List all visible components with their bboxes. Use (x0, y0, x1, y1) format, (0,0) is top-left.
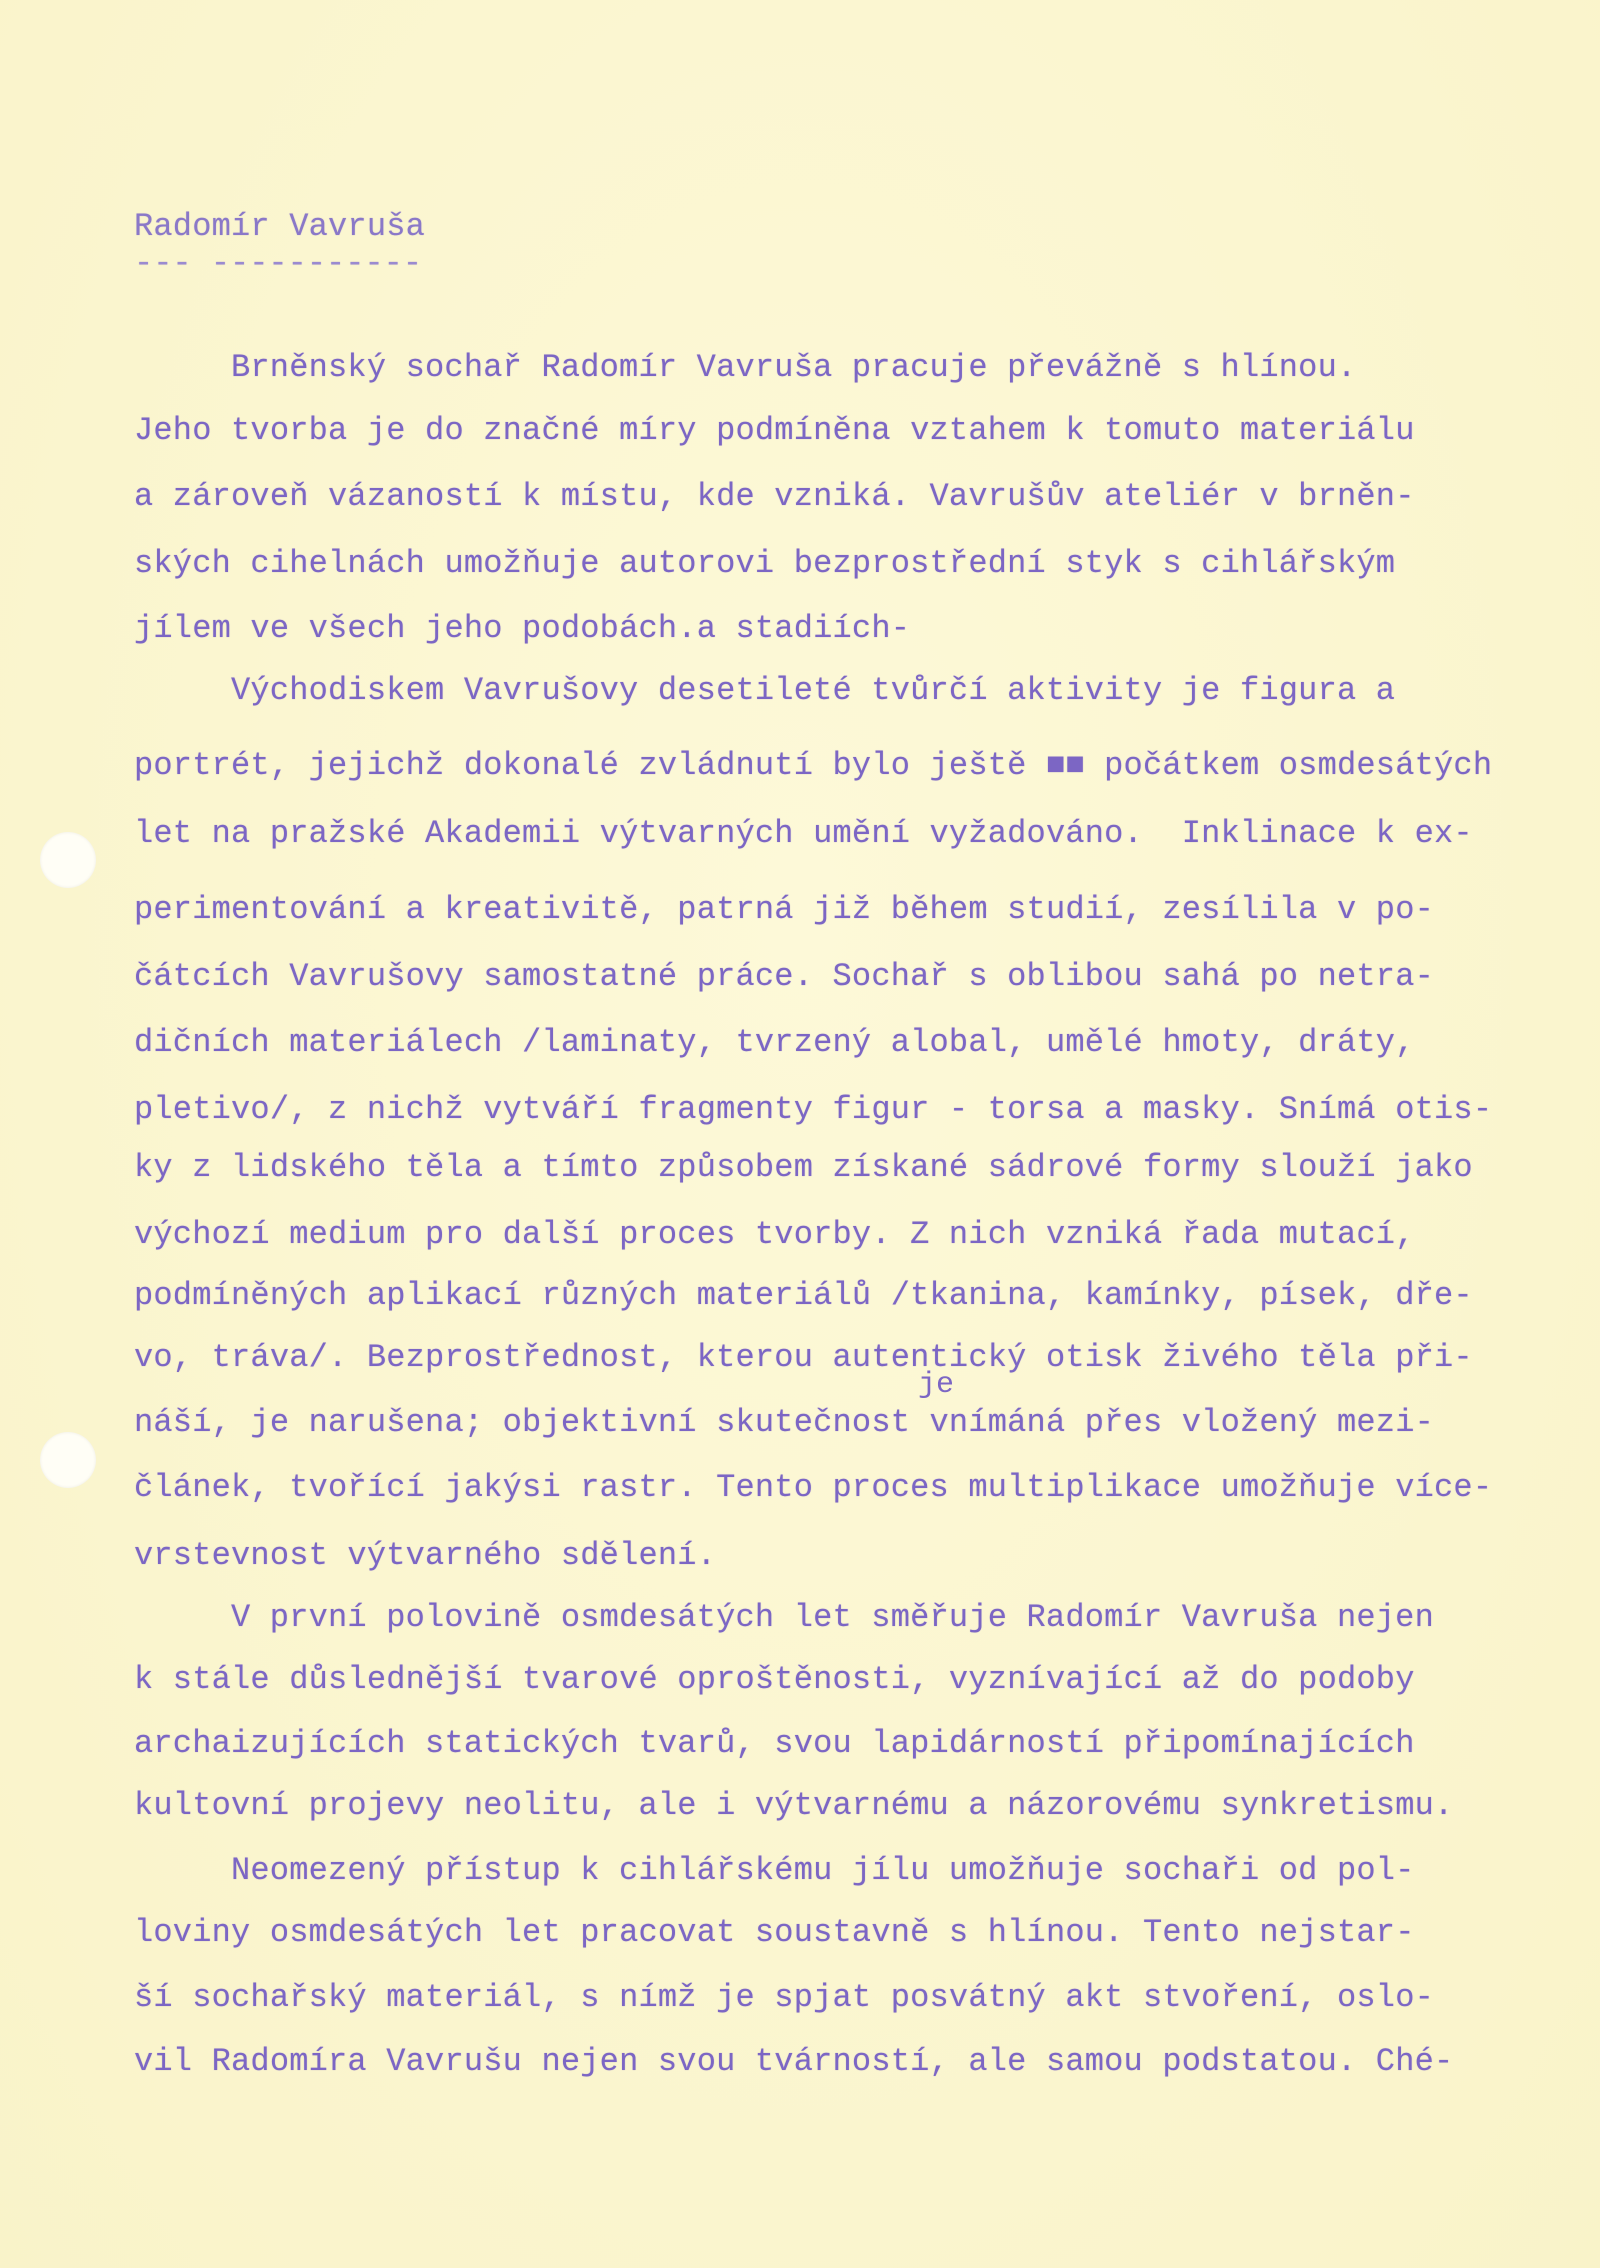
text-line: výchozí medium pro další proces tvorby. Z nich vzniká řada mutací, (134, 1216, 1415, 1253)
text-line: let na pražské Akademii výtvarných umění vyžadováno. Inklinace k ex- (134, 815, 1473, 852)
text-line: loviny osmdesátých let pracovat soustavně s hlínou. Tento nejstar- (134, 1914, 1415, 1951)
text-line: článek, tvořící jakýsi rastr. Tento proces multiplikace umožňuje více- (134, 1469, 1493, 1506)
text-line: vo, tráva/. Bezprostřednost, kterou autentický otisk živého těla při- (134, 1339, 1473, 1376)
text-line: Neomezený přístup k cihlářskému jílu umožňuje sochaři od pol- (231, 1852, 1415, 1889)
punch-hole (40, 832, 96, 888)
text-line: a zároveň vázaností k místu, kde vzniká. Vavrušův ateliér v brněn- (134, 478, 1415, 515)
text-line: k stále důslednější tvarové oproštěnosti, vyznívající až do podoby (134, 1661, 1415, 1698)
text-line: V první polovině osmdesátých let směřuje Radomír Vavruša nejen (231, 1599, 1434, 1636)
text-line: archaizujících statických tvarů, svou lapidárností připomínajících (134, 1725, 1415, 1762)
text-line: perimentování a kreativitě, patrná již během studií, zesílila v po- (134, 891, 1435, 928)
text-line: náší, je narušena; objektivní skutečnost vnímáná přes vložený mezi- (134, 1404, 1435, 1441)
text-line: jílem ve všech jeho podobách.a stadiích- (134, 610, 911, 647)
text-line: pletivo/, z nichž vytváří fragmenty figur - torsa a masky. Snímá otis- (134, 1091, 1493, 1128)
text-line: podmíněných aplikací různých materiálů /tkanina, kamínky, písek, dře- (134, 1277, 1473, 1314)
document-title: Radomír Vavruša (134, 208, 426, 245)
text-line: vrstevnost výtvarného sdělení. (134, 1537, 717, 1574)
text-line: Východiskem Vavrušovy desetileté tvůrčí aktivity je figura a (231, 672, 1396, 709)
text-line: čátcích Vavrušovy samostatné práce. Sochař s oblibou sahá po netra- (134, 958, 1435, 995)
interlinear-insertion: je (918, 1368, 955, 1402)
text-line: kultovní projevy neolitu, ale i výtvarnému a názorovému synkretismu. (134, 1787, 1454, 1824)
text-line: portrét, jejichž dokonalé zvládnutí bylo ještě ■■ počátkem osmdesátých (134, 747, 1493, 784)
text-line: Jeho tvorba je do značné míry podmíněna vztahem k tomuto materiálu (134, 412, 1415, 449)
text-line: Brněnský sochař Radomír Vavruša pracuje převážně s hlínou. (231, 349, 1357, 386)
title-underline: --- ----------- (134, 245, 423, 282)
text-line: ky z lidského těla a tímto způsobem získané sádrové formy slouží jako (134, 1149, 1473, 1186)
punch-hole (40, 1432, 96, 1488)
text-line: dičních materiálech /laminaty, tvrzený alobal, umělé hmoty, dráty, (134, 1024, 1415, 1061)
text-line: vil Radomíra Vavrušu nejen svou tvárností, ale samou podstatou. Ché- (134, 2043, 1454, 2080)
text-line: ských cihelnách umožňuje autorovi bezprostřední styk s cihlářským (134, 545, 1396, 582)
text-line: ší sochařský materiál, s nímž je spjat posvátný akt stvoření, oslo- (134, 1979, 1435, 2016)
